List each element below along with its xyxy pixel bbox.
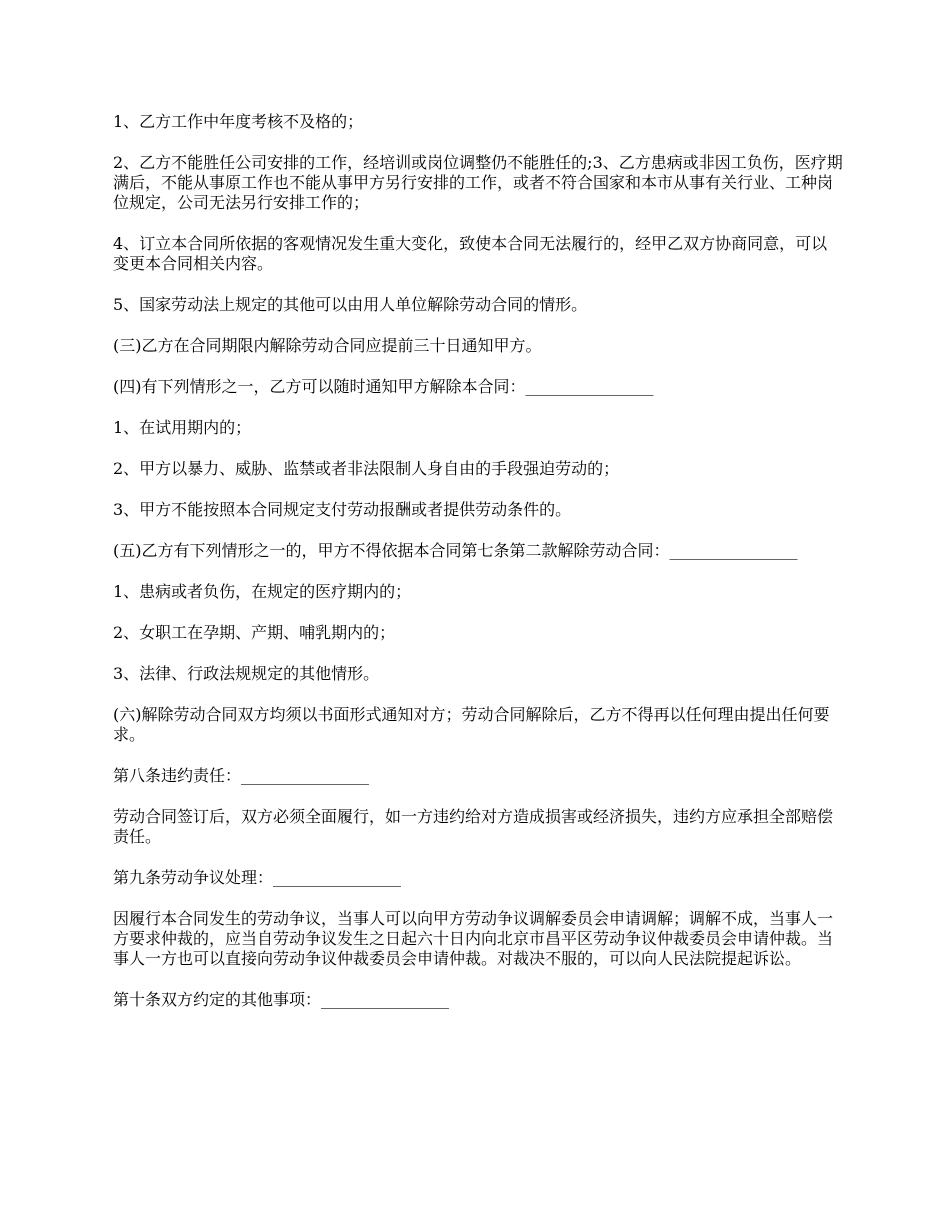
paragraph-section-5: (五)乙方有下列情形之一的，甲方不得依据本合同第七条第二款解除劳动合同：________________ xyxy=(113,541,798,560)
paragraph-section-6: (六)解除劳动合同双方均须以书面形式通知对方；劳动合同解除后，乙方不得再以任何理由提出任何要求。 xyxy=(113,705,830,744)
heading-article-9: 第九条劳动争议处理：________________ xyxy=(113,868,402,887)
paragraph-article-9-body: 因履行本合同发生的劳动争议，当事人可以向甲方劳动争议调解委员会申请调解；调解不成，当事人一方要求仲裁的，应当自劳动争议发生之日起六十日内向北京市昌平区劳动争议仲裁委员会申请仲裁。当事人一方也可以直接向劳动争议仲裁委员会申请仲裁。对裁决不服的，可以向人民法院提起诉讼。 xyxy=(113,909,834,968)
paragraph-section-4-item-3: 3、甲方不能按照本合同规定支付劳动报酬或者提供劳动条件的。 xyxy=(113,500,572,519)
heading-article-8: 第八条违约责任：________________ xyxy=(113,766,370,785)
document-body xyxy=(113,112,843,1031)
paragraph-section-4-item-2: 2、甲方以暴力、威胁、监禁或者非法限制人身自由的手段强迫劳动的； xyxy=(113,459,620,478)
paragraph-section-5-item-3: 3、法律、行政法规规定的其他情形。 xyxy=(113,664,380,683)
paragraph-clause-1: 1、乙方工作中年度考核不及格的； xyxy=(113,112,364,131)
paragraph-section-5-item-2: 2、女职工在孕期、产期、哺乳期内的； xyxy=(113,623,396,642)
paragraph-clause-5: 5、国家劳动法上规定的其他可以由用人单位解除劳动合同的情形。 xyxy=(113,295,588,314)
heading-article-10: 第十条双方约定的其他事项：________________ xyxy=(113,990,450,1009)
paragraph-section-4: (四)有下列情形之一，乙方可以随时通知甲方解除本合同：________________ xyxy=(113,377,654,396)
paragraph-clause-4: 4、订立本合同所依据的客观情况发生重大变化，致使本合同无法履行的，经甲乙双方协商同意，可以变更本合同相关内容。 xyxy=(113,234,828,273)
paragraph-clause-2-3: 2、乙方不能胜任公司安排的工作，经培训或岗位调整仍不能胜任的;3、乙方患病或非因工负伤，医疗期满后，不能从事原工作也不能从事甲方另行安排的工作，或者不符合国家和本市从事有关行业、工种岗位规定，公司无法另行安排工作的； xyxy=(113,153,843,212)
paragraph-section-3: (三)乙方在合同期限内解除劳动合同应提前三十日通知甲方。 xyxy=(113,336,542,355)
paragraph-section-4-item-1: 1、在试用期内的； xyxy=(113,418,252,437)
paragraph-article-8-body: 劳动合同签订后，双方必须全面履行，如一方违约给对方造成损害或经济损失，违约方应承担全部赔偿责任。 xyxy=(113,807,834,846)
paragraph-section-5-item-1: 1、患病或者负伤，在规定的医疗期内的； xyxy=(113,582,412,601)
